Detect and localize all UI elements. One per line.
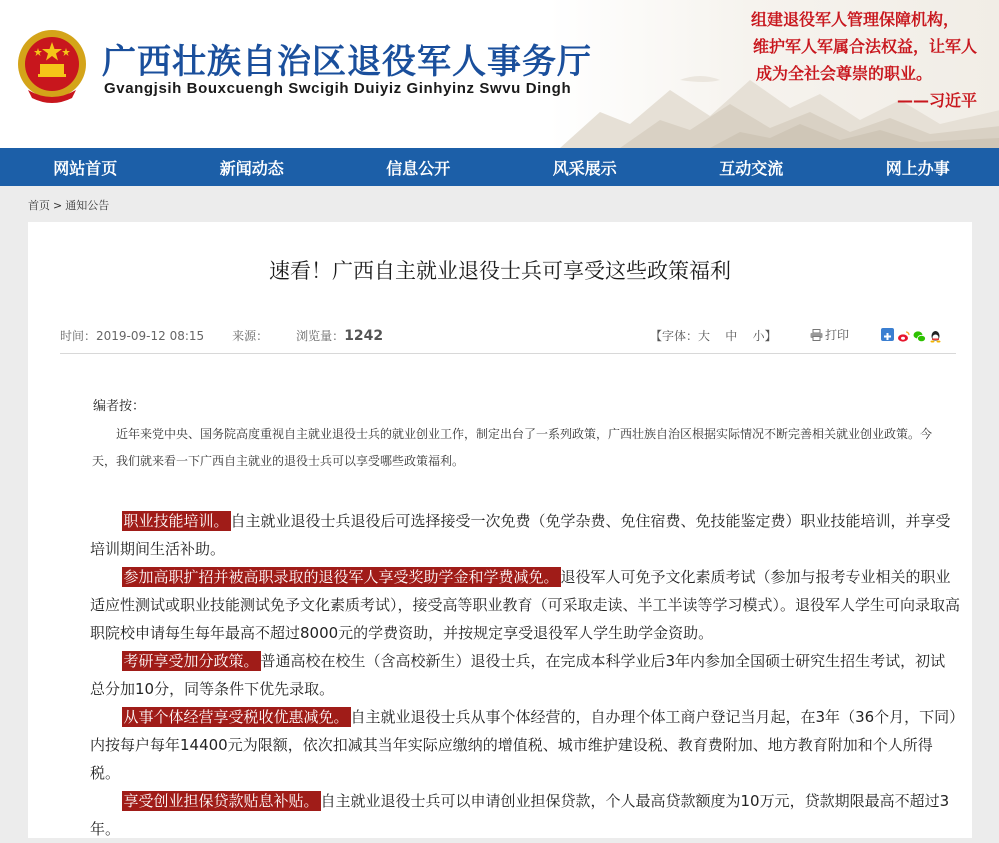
breadcrumb-separator: >	[53, 199, 62, 212]
policy-paragraph	[90, 787, 960, 843]
breadcrumb	[28, 197, 109, 213]
quote-line-2: 维护军人军属合法权益，让军人	[751, 33, 977, 60]
policy-text: 自主就业退役士兵退役后可选择接受一次免费（免学杂费、免住宿费、免技能鉴定费）职业技能培训，并享受培训期间生活补助。	[90, 512, 951, 558]
policy-paragraph	[90, 563, 960, 647]
time-label: 时间：	[60, 329, 96, 343]
nav-item-label: 网站首页	[49, 156, 117, 179]
breadcrumb-current-link[interactable]: 通知公告	[65, 199, 109, 212]
policy-text: 退役军人可免予文化素质考试（参加与报考专业相关的职业适应性测试或职业技能测试免予文化素质考试），接受高等职业教育（可采取走读、半工半读等学习模式）。退役军人学生可向录取高职院校申请每生每年最高不超过8000元的学费资助，并按规定享受退役军人学生助学金资助。	[90, 568, 960, 642]
policy-text: 自主就业退役士兵可以申请创业担保贷款，个人最高贷款额度为10万元，贷款期限最高不超过3年。	[90, 792, 949, 838]
font-size-control	[650, 327, 777, 344]
print-label: 打印	[825, 326, 849, 343]
article-title: 速看！广西自主就业退役士兵可享受这些政策福利	[28, 255, 972, 285]
font-size-close-bracket: 】	[765, 329, 777, 343]
quote-attribution: ——习近平	[751, 87, 977, 114]
site-subtitle: Gvangjsih Bouxcuengh Swcigih Duiyiz Ginhyinz Swvu Dingh	[104, 80, 571, 97]
nav-item-news[interactable]	[167, 148, 334, 186]
nav-item-label: 风采展示	[549, 156, 617, 179]
quote-line-3: 成为全社会尊崇的职业。	[751, 60, 977, 87]
nav-item-interaction[interactable]	[666, 148, 833, 186]
font-size-medium-button[interactable]: 中	[725, 329, 737, 343]
editor-note-label: 编者按：	[93, 395, 145, 414]
policy-highlight-heading: 从事个体经营享受税收优惠减免。	[122, 707, 351, 727]
editor-note-text: 近年来党中央、国务院高度重视自主就业退役士兵的就业创业工作，制定出台了一系列政策，广西壮族自治区根据实际情况不断完善相关就业创业政策。今天，我们就来看一下广西自主就业的退役士兵可以享受哪些政策福利。	[92, 421, 932, 475]
nav-item-online-services[interactable]	[833, 148, 999, 186]
weibo-icon[interactable]	[897, 328, 910, 341]
share-bar	[881, 328, 942, 341]
font-size-label: 【字体：	[650, 329, 698, 343]
nav-item-label: 新闻动态	[216, 156, 284, 179]
article-card	[28, 222, 972, 838]
publish-time: 2019-09-12 08:15	[96, 329, 204, 343]
source-label: 来源：	[232, 329, 268, 343]
site-header	[0, 0, 999, 148]
nav-item-home[interactable]	[0, 148, 167, 186]
breadcrumb-home-link[interactable]: 首页	[28, 199, 50, 212]
article-body	[90, 507, 960, 843]
nav-item-label: 互动交流	[715, 156, 783, 179]
policy-text: 普通高校在校生（含高校新生）退役士兵，在完成本科学业后3年内参加全国硕士研究生招生考试，初试总分加10分，同等条件下优先录取。	[90, 652, 945, 698]
nav-item-disclosure[interactable]	[333, 148, 500, 186]
policy-paragraph	[90, 507, 960, 563]
qq-icon[interactable]	[929, 328, 942, 341]
wechat-icon[interactable]	[913, 328, 926, 341]
policy-paragraph	[90, 703, 960, 787]
policy-highlight-heading: 参加高职扩招并被高职录取的退役军人享受奖助学金和学费减免。	[122, 567, 561, 587]
view-count: 1242	[344, 328, 383, 344]
article-meta	[60, 327, 383, 344]
meta-divider	[60, 353, 956, 354]
printer-icon	[810, 329, 823, 341]
policy-text: 自主就业退役士兵从事个体经营的，自办理个体工商户登记当月起，在3年（36个月，下同）内按每户每年14400元为限额，依次扣减其当年实际应缴纳的增值税、城市维护建设税、教育费附加、地方教育附加和个人所得税。	[90, 708, 957, 782]
policy-highlight-heading: 职业技能培训。	[122, 511, 231, 531]
nav-item-label: 网上办事	[882, 156, 950, 179]
policy-highlight-heading: 考研享受加分政策。	[122, 651, 261, 671]
font-size-large-button[interactable]: 大	[698, 329, 710, 343]
nav-item-showcase[interactable]	[500, 148, 667, 186]
main-navigation	[0, 148, 999, 186]
site-title: 广西壮族自治区退役军人事务厅	[102, 34, 592, 83]
views-label: 浏览量：	[296, 329, 344, 343]
share-more-icon[interactable]	[881, 328, 894, 341]
quote-line-1: 组建退役军人管理保障机构，	[751, 6, 977, 33]
policy-paragraph	[90, 647, 960, 703]
policy-highlight-heading: 享受创业担保贷款贴息补贴。	[122, 791, 321, 811]
font-size-small-button[interactable]: 小	[753, 329, 765, 343]
national-emblem-icon	[14, 26, 90, 106]
print-button[interactable]	[810, 326, 849, 343]
leader-quote	[751, 6, 977, 114]
nav-item-label: 信息公开	[382, 156, 450, 179]
